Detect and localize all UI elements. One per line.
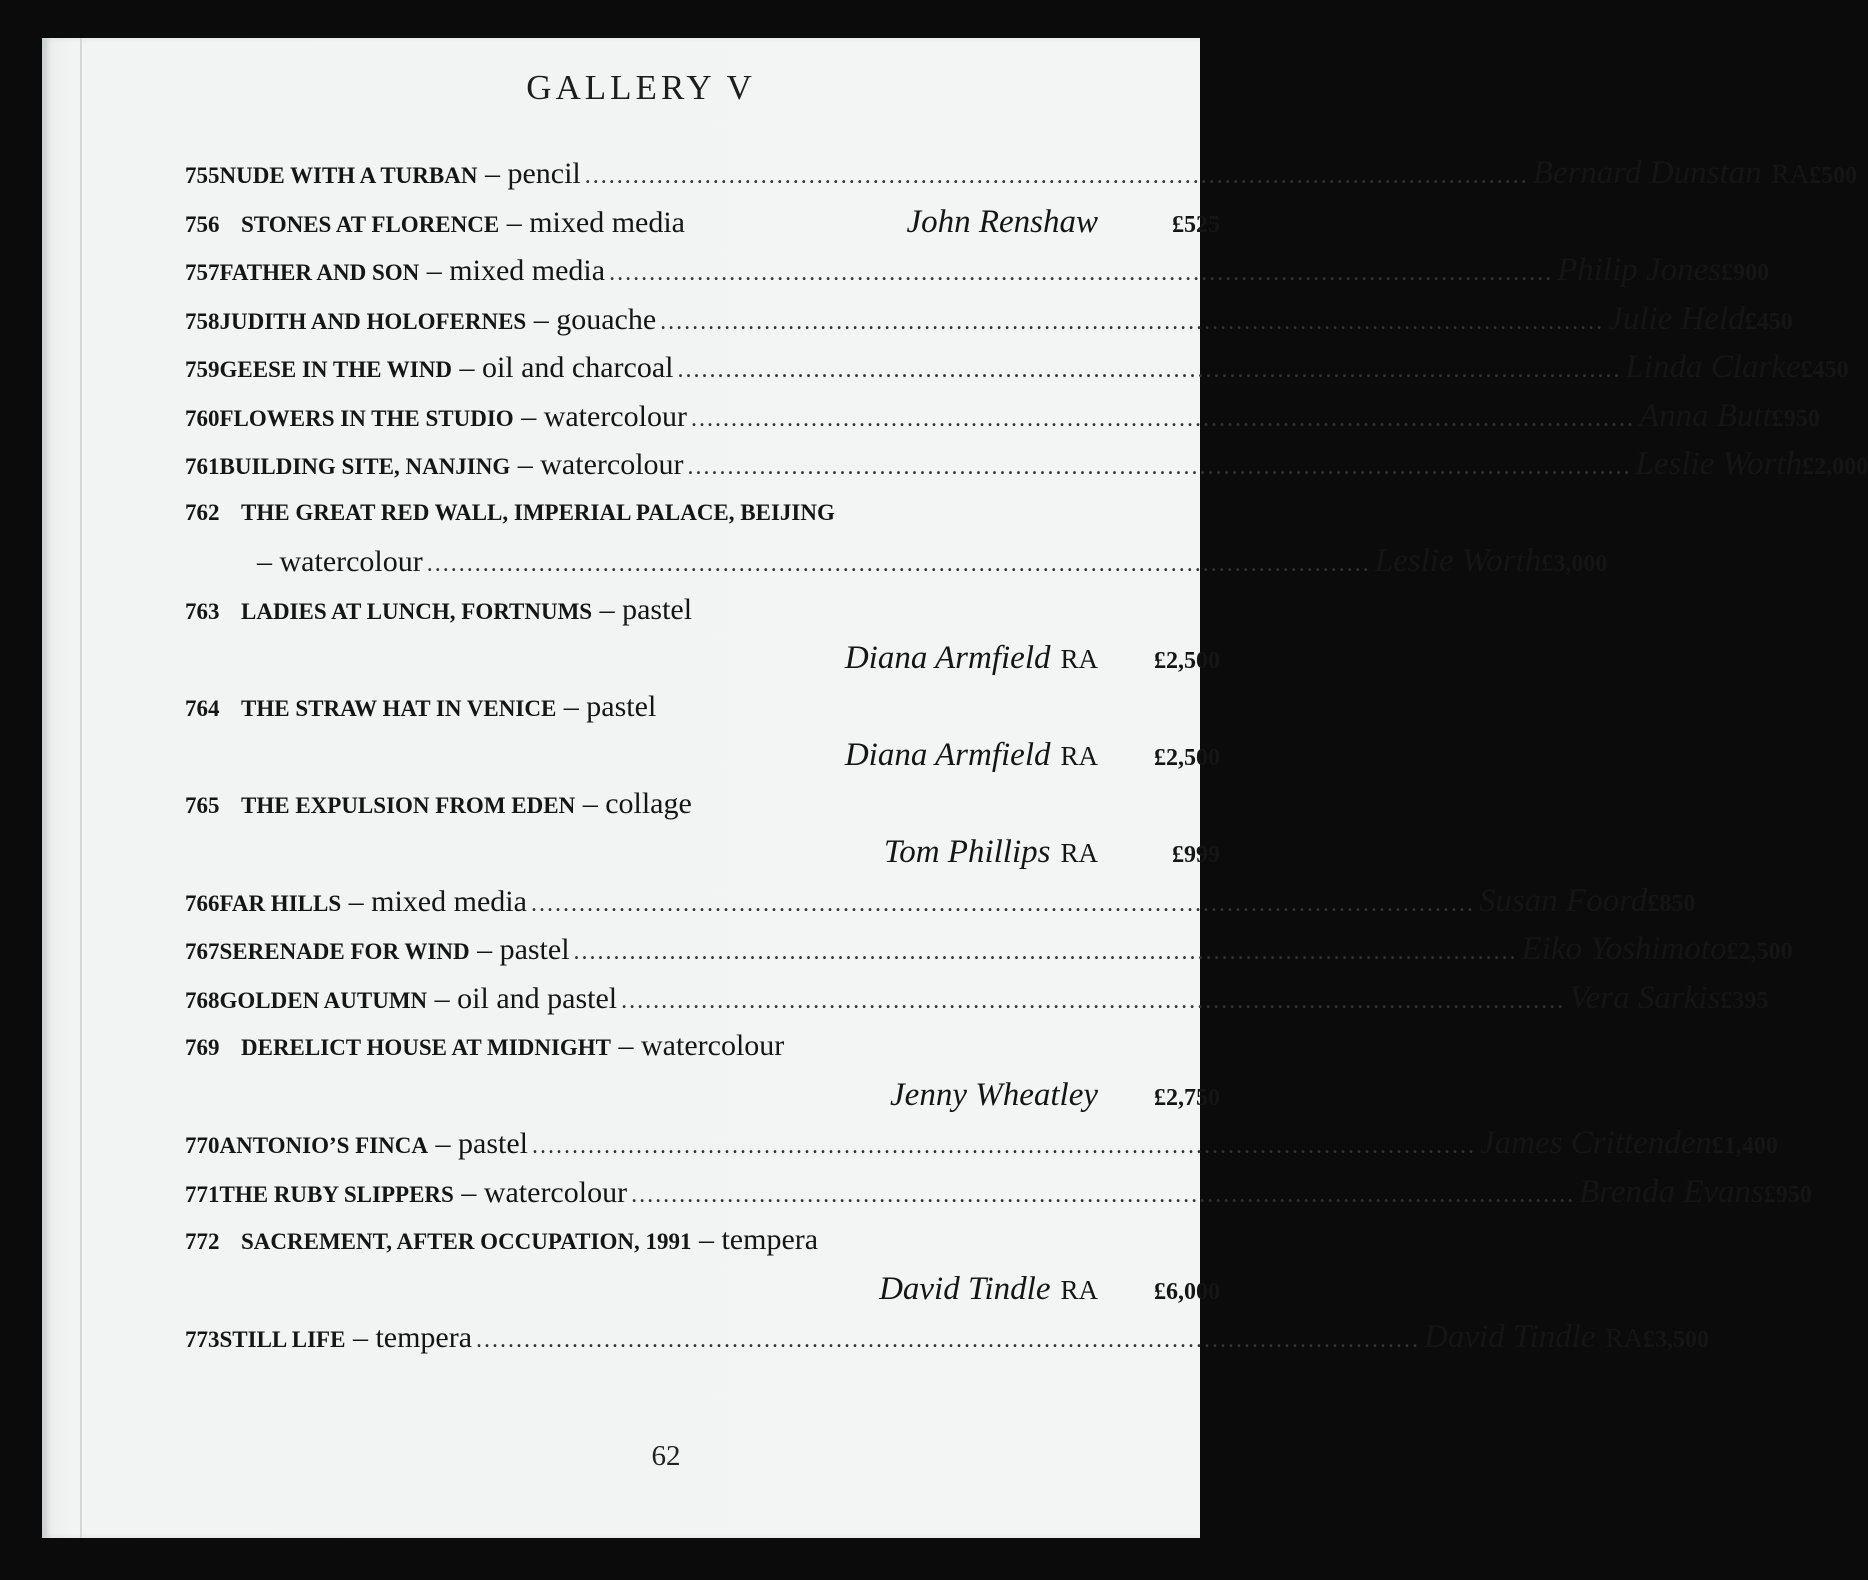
catalogue-entry — [185, 149, 1858, 198]
entry-price: £2,000 — [1802, 454, 1868, 480]
catalogue-entry — [185, 1119, 1778, 1168]
entry-title: BUILDING SITE, NANJING — [219, 454, 511, 479]
dash: – — [691, 1223, 722, 1256]
entry-ra: RA — [1060, 644, 1098, 674]
dash: – — [510, 448, 541, 481]
entry-price: £999 — [1172, 842, 1220, 868]
catalogue-entry — [185, 440, 1868, 489]
entry-price: £950 — [1771, 405, 1820, 432]
entry-price: £850 — [1647, 890, 1696, 917]
dot-leader — [531, 880, 1475, 929]
dot-leader — [631, 1171, 1575, 1220]
entry-price: £2,500 — [1154, 745, 1220, 771]
catalogue-entry-continuation — [185, 537, 1608, 586]
catalogue-entry — [185, 974, 1769, 1023]
page-spine — [80, 38, 82, 1538]
entry-artist: Jenny Wheatley — [890, 1076, 1098, 1113]
entry-price: £450 — [1800, 357, 1849, 383]
entry-number: 765 — [185, 792, 220, 818]
catalogue-entry-continuation — [185, 1071, 1220, 1120]
entry-title: FLOWERS IN THE STUDIO — [219, 405, 514, 431]
dash: – — [611, 1029, 642, 1062]
entry-title: ANTONIO’S FINCA — [219, 1133, 429, 1158]
entry-medium: pastel — [499, 933, 570, 966]
entry-number: 766 — [185, 890, 220, 916]
dash: – — [453, 1175, 484, 1209]
dot-leader — [660, 298, 1604, 347]
entry-artist: Diana Armfield — [844, 737, 1051, 773]
entry-medium: pastel — [622, 592, 693, 626]
entry-artist: David Tindle — [879, 1270, 1051, 1307]
entry-price: £6,000 — [1154, 1278, 1220, 1305]
entry-title: STILL LIFE — [219, 1327, 346, 1352]
entry-title: GOLDEN AUTUMN — [219, 987, 428, 1013]
page-number: 62 — [651, 1440, 681, 1472]
entry-title: THE GREAT RED WALL, IMPERIAL PALACE, BEIJING — [241, 499, 835, 525]
entry-medium: watercolour — [641, 1029, 785, 1062]
entry-artist: Bernard Dunstan — [1532, 155, 1762, 191]
dash: – — [526, 302, 557, 336]
entry-artist: John Renshaw — [906, 203, 1098, 240]
entry-ra: RA — [1771, 159, 1810, 189]
catalogue-entry — [185, 489, 1220, 538]
catalogue-entry — [185, 683, 1220, 732]
entry-number: 770 — [185, 1133, 220, 1158]
entry-number: 764 — [185, 695, 220, 721]
entry-price: £2,750 — [1154, 1084, 1220, 1111]
dot-leader — [691, 395, 1635, 444]
entry-number: 763 — [185, 598, 220, 624]
entry-medium: gouache — [556, 302, 657, 336]
dash: – — [428, 1127, 459, 1160]
dash: – — [341, 884, 372, 918]
entry-number: 756 — [185, 211, 220, 237]
entry-number: 773 — [185, 1327, 220, 1352]
entry-number: 760 — [185, 405, 220, 431]
entry-number: 761 — [185, 454, 220, 479]
entry-medium: mixed media — [371, 884, 527, 918]
entry-price: £525 — [1172, 211, 1220, 238]
entry-medium: watercolour — [483, 1175, 628, 1209]
dash: – — [257, 545, 280, 578]
entry-number: 758 — [185, 308, 220, 334]
entry-price: £950 — [1763, 1181, 1812, 1208]
entry-medium: oil and pastel — [457, 981, 618, 1015]
entry-number: 772 — [185, 1229, 220, 1254]
entry-title: SERENADE FOR WIND — [219, 939, 470, 964]
entry-title: JUDITH AND HOLOFERNES — [219, 308, 527, 334]
entry-medium: tempera — [721, 1223, 819, 1256]
entry-ra: RA — [1060, 1274, 1098, 1305]
entry-medium: mixed media — [529, 205, 685, 239]
dash: – — [556, 689, 587, 723]
entry-artist: Susan Foord — [1478, 882, 1648, 919]
dot-leader — [678, 346, 1622, 395]
entry-price: £395 — [1720, 987, 1769, 1014]
entry-number: 769 — [185, 1035, 220, 1060]
catalogue-list — [185, 149, 1868, 1362]
catalogue-entry-continuation — [185, 1265, 1220, 1314]
entry-artist: Diana Armfield — [844, 640, 1051, 676]
catalogue-entry-continuation — [185, 828, 1220, 877]
entry-title: THE RUBY SLIPPERS — [219, 1181, 454, 1207]
entry-price: £3,500 — [1642, 1327, 1709, 1353]
entry-title: LADIES AT LUNCH, FORTNUMS — [241, 598, 593, 624]
entry-medium: mixed media — [449, 254, 606, 287]
entry-artist: Brenda Evans — [1579, 1173, 1764, 1210]
entry-medium: pastel — [458, 1127, 529, 1160]
entry-artist: Vera Sarkis — [1569, 979, 1721, 1016]
entry-medium: watercolour — [543, 399, 687, 433]
catalogue-entry — [185, 343, 1849, 392]
dash: – — [345, 1321, 376, 1354]
entry-title: DERELICT HOUSE AT MIDNIGHT — [241, 1035, 612, 1060]
entry-price: £3,000 — [1541, 551, 1608, 577]
entry-number: 771 — [185, 1181, 220, 1207]
dot-leader — [585, 152, 1529, 201]
dash: – — [575, 786, 606, 820]
catalogue-entry — [185, 246, 1770, 295]
entry-medium: pencil — [507, 157, 581, 190]
dash: – — [469, 933, 500, 966]
dash: – — [419, 254, 450, 287]
catalogue-entry-continuation — [185, 731, 1220, 780]
entry-number: 755 — [185, 163, 220, 188]
dash: – — [427, 981, 458, 1015]
entry-medium: tempera — [375, 1321, 473, 1354]
catalogue-entry — [185, 1313, 1709, 1362]
entry-title: THE STRAW HAT IN VENICE — [241, 695, 557, 721]
entry-ra: RA — [1605, 1323, 1643, 1353]
entry-medium: collage — [605, 786, 692, 820]
entry-price: £900 — [1721, 260, 1770, 286]
entry-artist: Anna Butt — [1638, 397, 1772, 434]
entry-artist: Leslie Worth — [1635, 446, 1803, 482]
entry-title: SACREMENT, AFTER OCCUPATION, 1991 — [241, 1229, 692, 1254]
entry-price: £1,400 — [1711, 1133, 1778, 1159]
dash: – — [451, 351, 482, 384]
dot-leader — [574, 928, 1518, 977]
catalogue-entry — [185, 198, 1220, 247]
entry-artist: Tom Phillips — [883, 834, 1051, 870]
entry-price: £2,500 — [1154, 648, 1220, 674]
entry-artist: David Tindle — [1424, 1319, 1596, 1355]
entry-price: £450 — [1744, 308, 1793, 335]
entry-number: 759 — [185, 357, 220, 382]
catalogue-entry — [185, 1022, 1220, 1071]
entry-medium: pastel — [586, 689, 657, 723]
entry-artist: Philip Jones — [1557, 252, 1722, 288]
catalogue-entry — [185, 295, 1793, 344]
entry-artist: Eiko Yoshimoto — [1521, 931, 1727, 967]
entry-medium: oil and charcoal — [481, 351, 674, 384]
catalogue-entry — [185, 586, 1220, 635]
catalogue-entry — [185, 392, 1820, 441]
dot-leader — [476, 1316, 1420, 1365]
entry-medium: watercolour — [279, 545, 423, 578]
entry-artist: Linda Clarke — [1625, 349, 1801, 385]
dash: – — [477, 157, 508, 190]
entry-number: 767 — [185, 939, 220, 964]
entry-number: 762 — [185, 499, 220, 525]
catalogue-entry — [185, 1168, 1812, 1217]
entry-title: THE EXPULSION FROM EDEN — [241, 792, 576, 818]
catalogue-entry-continuation — [185, 634, 1220, 683]
dot-leader — [621, 977, 1565, 1026]
catalogue-page — [42, 38, 1868, 1538]
page-heading: GALLERY V — [526, 68, 756, 107]
catalogue-entry — [185, 877, 1696, 926]
dot-leader — [609, 249, 1553, 298]
dash: – — [592, 592, 623, 626]
dot-leader — [688, 443, 1632, 492]
entry-title: FAR HILLS — [219, 890, 342, 916]
entry-title: NUDE WITH A TURBAN — [219, 163, 478, 188]
entry-ra: RA — [1060, 741, 1098, 771]
entry-artist: James Crittenden — [1480, 1125, 1712, 1161]
entry-title: STONES AT FLORENCE — [241, 211, 500, 237]
entry-number: 768 — [185, 987, 220, 1013]
dash: – — [499, 205, 530, 239]
entry-artist: Leslie Worth — [1374, 543, 1542, 579]
catalogue-entry — [185, 780, 1220, 829]
catalogue-entry — [185, 1216, 1220, 1265]
dot-leader — [532, 1122, 1476, 1171]
entry-title: FATHER AND SON — [219, 260, 420, 285]
entry-title: GEESE IN THE WIND — [219, 357, 452, 382]
entry-price: £2,500 — [1726, 939, 1793, 965]
dot-leader — [427, 540, 1371, 589]
entry-artist: Julie Held — [1608, 300, 1745, 337]
entry-medium: watercolour — [540, 448, 684, 481]
catalogue-entry — [185, 925, 1793, 974]
entry-price: £500 — [1809, 163, 1858, 189]
entry-number: 757 — [185, 260, 220, 285]
entry-ra: RA — [1060, 838, 1098, 868]
dash: – — [513, 399, 544, 433]
